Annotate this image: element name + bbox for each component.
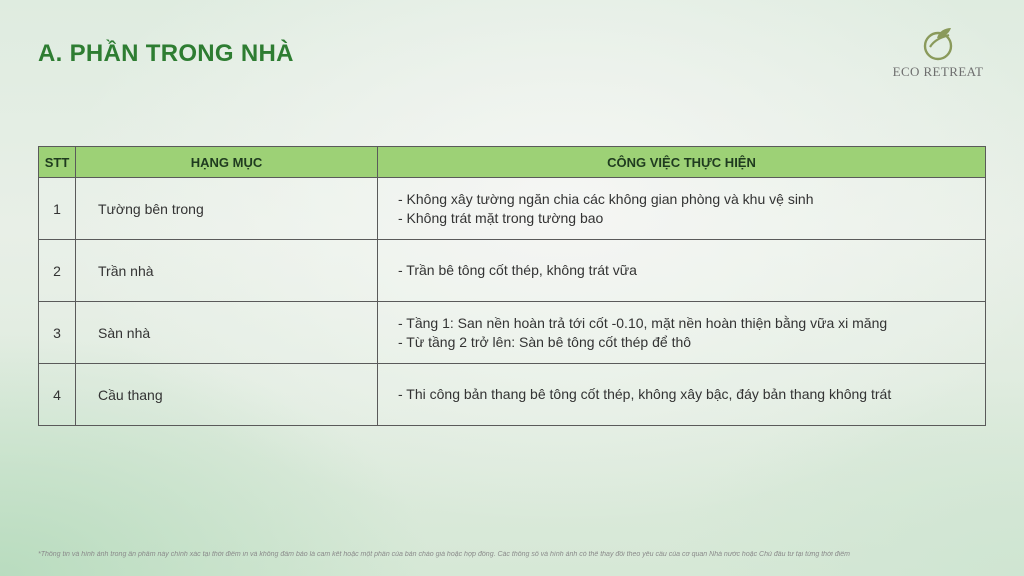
row-item: Cầu thang xyxy=(76,364,378,426)
row-item: Sàn nhà xyxy=(76,302,378,364)
work-line: - Tầng 1: San nền hoàn trả tới cốt -0.10, mặt nền hoàn thiện bằng vữa xi măng xyxy=(398,314,888,331)
row-work xyxy=(378,364,986,426)
brand-logo xyxy=(878,26,998,80)
disclaimer-footnote: *Thông tin và hình ảnh trong ấn phẩm này chính xác tại thời điểm in và không đảm bảo là cam kết hoặc một phần của bản chào giá hoặc hợp đồng. Các thông số và hình ảnh có thể thay đổi theo yêu cầu của cơ quan Nhà nước hoặc Chủ đầu tư tại từng thời điểm xyxy=(38,551,850,558)
table-row xyxy=(39,240,986,302)
work-line: - Trần bê tông cốt thép, không trát vữa xyxy=(398,262,637,278)
eco-leaf-icon xyxy=(921,26,955,62)
row-work xyxy=(378,240,986,302)
scope-table xyxy=(38,146,986,426)
work-line: - Không trát mặt trong tường bao xyxy=(398,209,604,226)
row-work xyxy=(378,178,986,240)
row-item: Trần nhà xyxy=(76,240,378,302)
row-work xyxy=(378,302,986,364)
work-line: - Không xây tường ngăn chia các không gian phòng và khu vệ sinh xyxy=(398,190,814,207)
row-stt: 1 xyxy=(39,178,76,240)
row-stt: 4 xyxy=(39,364,76,426)
work-line: - Thi công bản thang bê tông cốt thép, không xây bậc, đáy bản thang không trát xyxy=(398,386,892,402)
work-line: - Từ tầng 2 trở lên: Sàn bê tông cốt thép để thô xyxy=(398,333,692,350)
table-row xyxy=(39,364,986,426)
table-row xyxy=(39,178,986,240)
page-title: A. PHẦN TRONG NHÀ xyxy=(38,40,294,67)
row-item: Tường bên trong xyxy=(76,178,378,240)
table-row xyxy=(39,302,986,364)
row-stt: 3 xyxy=(39,302,76,364)
header-stt: STT xyxy=(39,147,76,178)
header-item: HẠNG MỤC xyxy=(76,147,378,178)
table-header-row xyxy=(39,147,986,178)
header-work: CÔNG VIỆC THỰC HIỆN xyxy=(378,147,986,178)
brand-name: ECO RETREAT xyxy=(892,64,984,79)
row-stt: 2 xyxy=(39,240,76,302)
